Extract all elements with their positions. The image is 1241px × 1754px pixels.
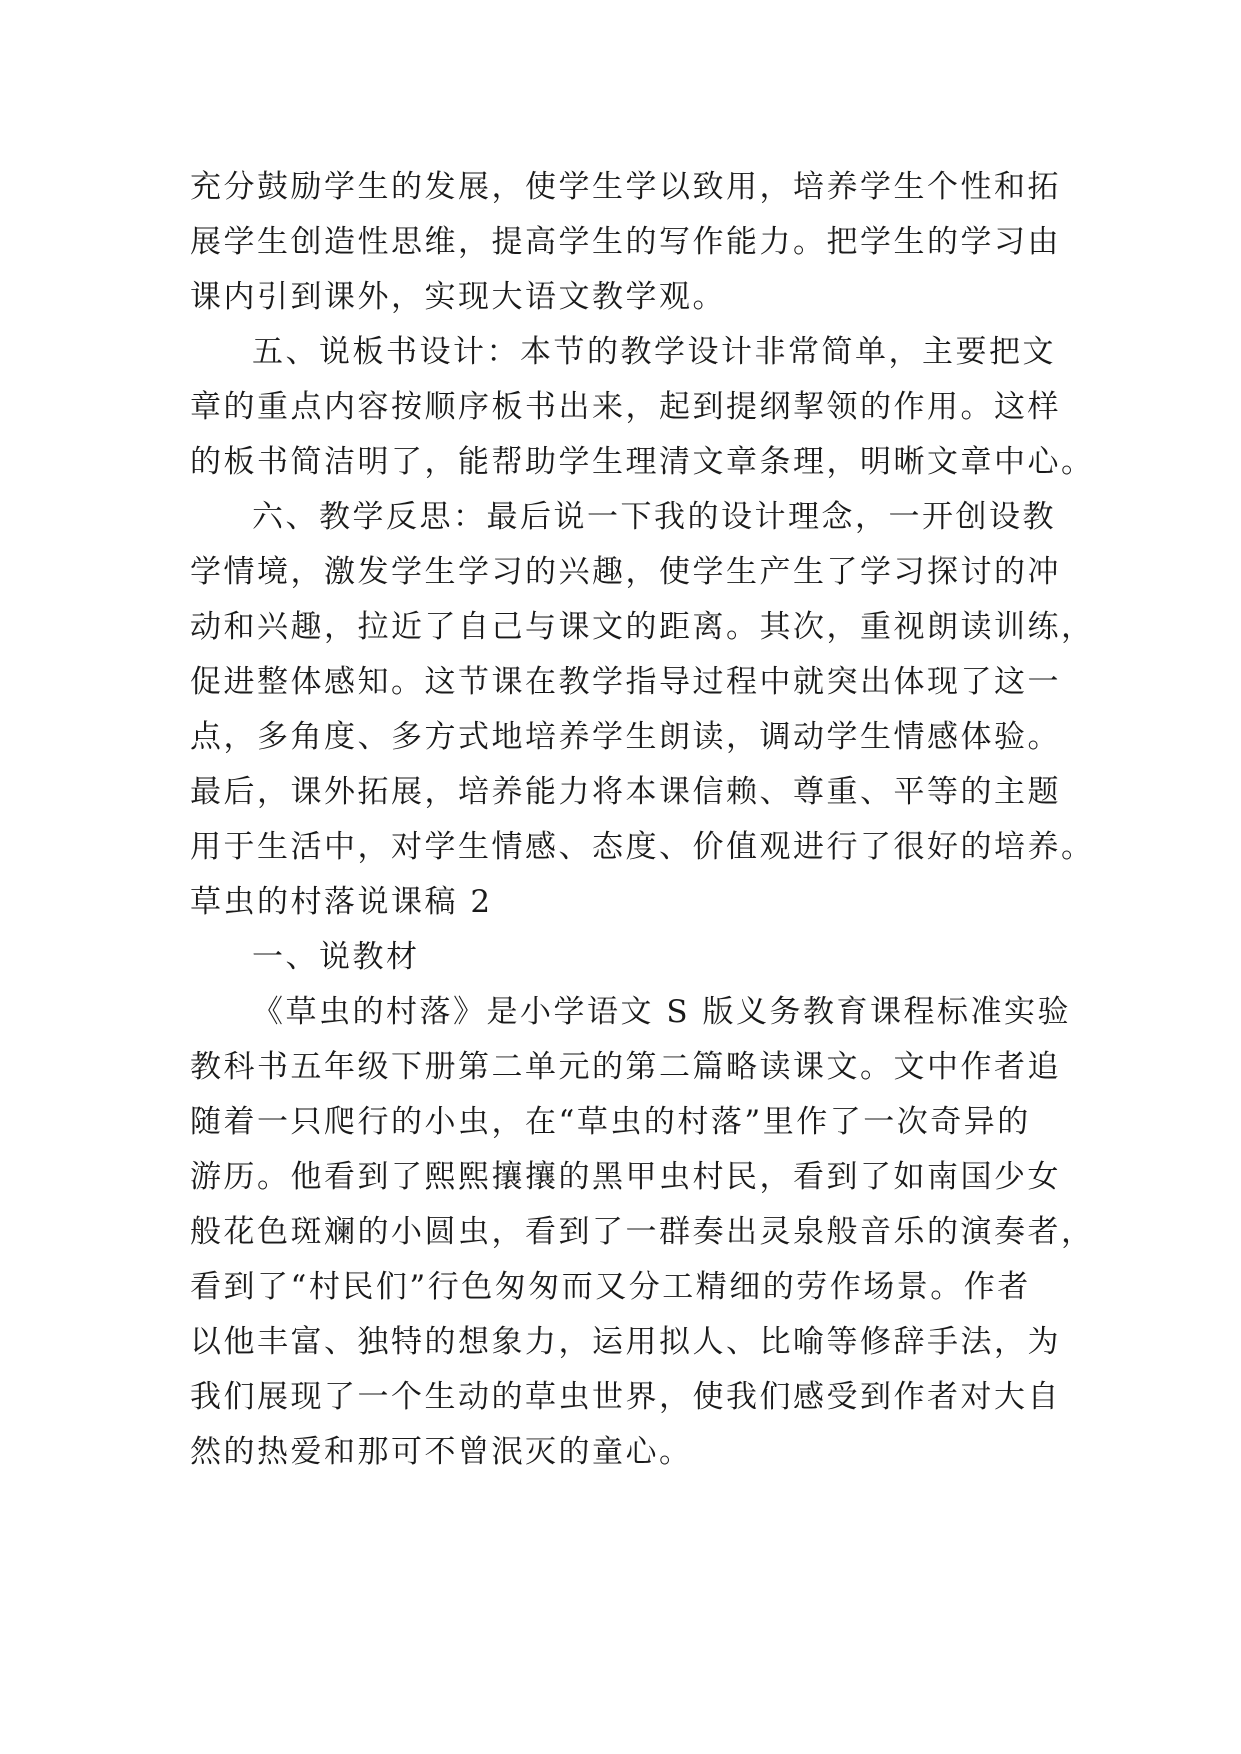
text-line: 充分鼓励学生的发展，使学生学以致用，培养学生个性和拓 <box>190 169 1061 205</box>
text-line: 的板书简洁明了，能帮助学生理清文章条理，明晰文章中心。 <box>190 444 1095 480</box>
text-line: 然的热爱和那可不曾泯灭的童心。 <box>190 1434 693 1470</box>
text-line: 最后，课外拓展，培养能力将本课信赖、尊重、平等的主题 <box>190 774 1061 810</box>
text-line: 草虫的村落说课稿 2 <box>190 884 493 920</box>
text-line: 我们展现了一个生动的草虫世界，使我们感受到作者对大自 <box>190 1379 1061 1415</box>
text-line: 促进整体感知。这节课在教学指导过程中就突出体现了这一 <box>190 664 1061 700</box>
text-line: 教科书五年级下册第二单元的第二篇略读课文。文中作者追 <box>190 1049 1061 1085</box>
text-line: 般花色斑斓的小圆虫，看到了一群奏出灵泉般音乐的演奏者， <box>190 1214 1095 1250</box>
text-line: 以他丰富、独特的想象力，运用拟人、比喻等修辞手法，为 <box>190 1324 1061 1360</box>
text-line: 章的重点内容按顺序板书出来，起到提纲挈领的作用。这样 <box>190 389 1061 425</box>
text-line: 学情境，激发学生学习的兴趣，使学生产生了学习探讨的冲 <box>190 554 1061 590</box>
document-body <box>190 160 1095 1480</box>
text-line: 五、说板书设计：本节的教学设计非常简单，主要把文 <box>252 334 1056 370</box>
text-line: 看到了“村民们”行色匆匆而又分工精细的劳作场景。作者 <box>190 1269 1031 1305</box>
text-line: 课内引到课外，实现大语文教学观。 <box>190 279 726 315</box>
text-line: 用于生活中，对学生情感、态度、价值观进行了很好的培养。 <box>190 829 1095 865</box>
text-line: 一、说教材 <box>252 939 420 975</box>
text-line: 《草虫的村落》是小学语文 S 版义务教育课程标准实验 <box>252 994 1071 1030</box>
text-line: 展学生创造性思维，提高学生的写作能力。把学生的学习由 <box>190 224 1061 260</box>
text-line: 游历。他看到了熙熙攘攘的黑甲虫村民，看到了如南国少女 <box>190 1159 1061 1195</box>
text-line: 点，多角度、多方式地培养学生朗读，调动学生情感体验。 <box>190 719 1061 755</box>
text-line: 动和兴趣，拉近了自己与课文的距离。其次，重视朗读训练， <box>190 609 1095 645</box>
text-line: 随着一只爬行的小虫，在“草虫的村落”里作了一次奇异的 <box>190 1104 1031 1140</box>
text-line: 六、教学反思：最后说一下我的设计理念，一开创设教 <box>252 499 1056 535</box>
